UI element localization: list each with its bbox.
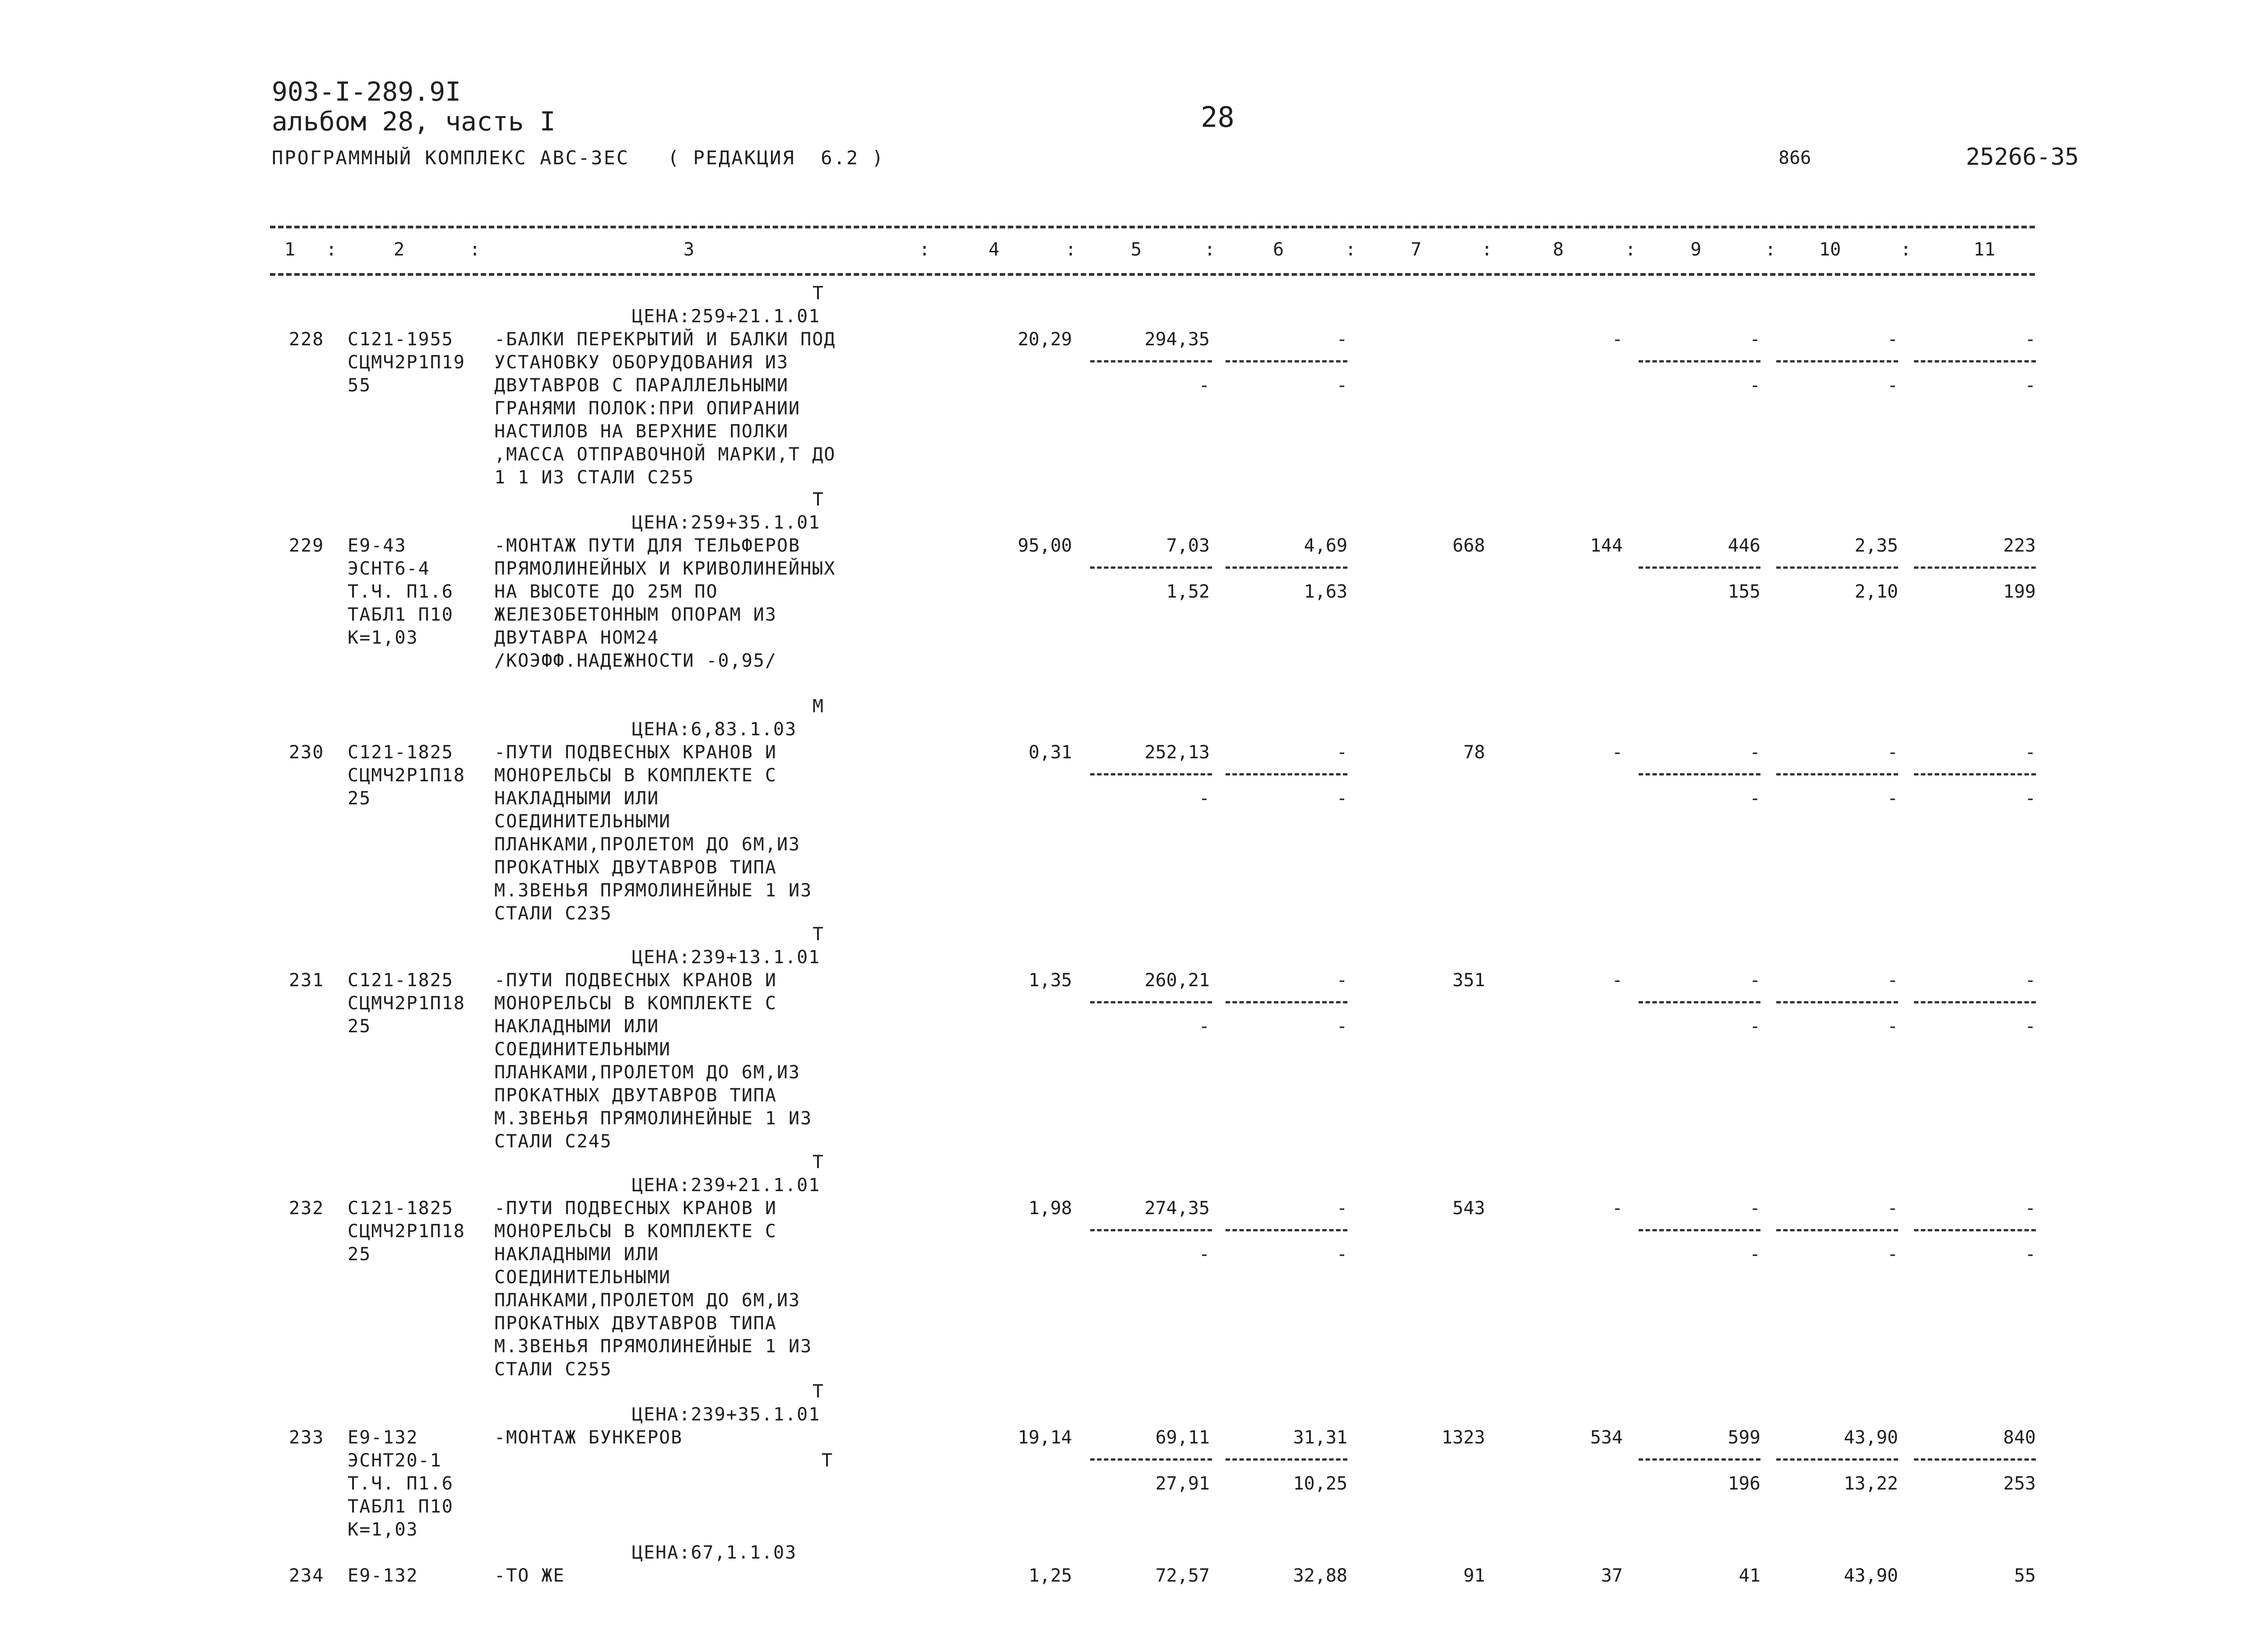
row-number: 232 (289, 1198, 325, 1219)
cell-c11: - (2025, 970, 2036, 991)
cell-c9: 599 (1728, 1427, 1760, 1448)
cell-c5: 294,35 (1144, 329, 1210, 350)
cell-c9: 446 (1728, 535, 1760, 556)
description-line: МОНОРЕЛЬСЫ В КОМПЛЕКТЕ С (494, 993, 777, 1014)
description-line: СТАЛИ С235 (494, 903, 612, 924)
cell-c11: 55 (2014, 1565, 2036, 1586)
code-line: С121-1955 (348, 329, 454, 350)
cell-c10b: - (1887, 1244, 1898, 1265)
cell-c10b: - (1887, 375, 1898, 396)
description-line: М.ЗВЕНЬЯ ПРЯМОЛИНЕЙНЫЕ 1 ИЗ (494, 1336, 813, 1357)
code-line: СЦМЧ2Р1П18 (348, 1221, 465, 1242)
cell-c7: 668 (1452, 535, 1485, 556)
cell-c4: 19,14 (1017, 1427, 1072, 1448)
code-line: К=1,03 (348, 1519, 418, 1540)
unit-label: Т (813, 283, 825, 304)
description-line: НАКЛАДНЫМИ ИЛИ (494, 1244, 659, 1265)
cell-c11b: - (2025, 375, 2036, 396)
column-header: 2 (394, 239, 405, 260)
cell-c8: - (1611, 742, 1623, 763)
cell-divider (1226, 1229, 1347, 1231)
cell-c10: - (1887, 970, 1898, 991)
column-header: 5 (1131, 239, 1142, 260)
description-line: ,МАССА ОТПРАВОЧНОЙ МАРКИ,Т ДО (494, 444, 836, 465)
cell-divider (1090, 360, 1212, 362)
cell-c11: - (2025, 329, 2036, 350)
cell-c4: 0,31 (1028, 742, 1072, 763)
cell-divider (1090, 773, 1212, 775)
cell-c9b: - (1749, 1244, 1760, 1265)
cell-c4: 95,00 (1017, 535, 1072, 556)
code-line: СЦМЧ2Р1П19 (348, 352, 465, 373)
cell-divider (1776, 1229, 1898, 1231)
cell-c4: 1,35 (1028, 970, 1072, 991)
code-866: 866 (1779, 148, 1811, 168)
cell-c11b: 253 (2003, 1473, 2036, 1494)
table-top-rule (270, 226, 2035, 228)
cell-c11b: - (2025, 788, 2036, 809)
description-line: -ТО ЖЕ (494, 1565, 565, 1586)
price-label: ЦЕНА:239+13.1.01 (632, 947, 821, 968)
column-header: 10 (1819, 239, 1841, 260)
unit-label: М (813, 696, 825, 717)
column-separator: : (1625, 239, 1636, 260)
cell-c6: 31,31 (1293, 1427, 1347, 1448)
cell-divider (1090, 566, 1212, 569)
column-separator: : (469, 239, 481, 260)
column-separator: : (326, 239, 337, 260)
code-line: ЭСНТ20-1 (348, 1450, 442, 1471)
cell-c5: 274,35 (1144, 1198, 1210, 1219)
description-line: -ПУТИ ПОДВЕСНЫХ КРАНОВ И (494, 970, 777, 991)
column-header: 4 (989, 239, 1000, 260)
cell-c10b: - (1887, 1016, 1898, 1037)
cell-c6b: 1,63 (1304, 581, 1347, 602)
cell-c11: - (2025, 1198, 2036, 1219)
cell-divider (1226, 1458, 1347, 1461)
cell-divider (1914, 773, 2036, 775)
cell-divider (1776, 566, 1898, 569)
cell-c11b: 199 (2003, 581, 2036, 602)
description-line: СОЕДИНИТЕЛЬНЫМИ (494, 1267, 671, 1288)
cell-c10: 43,90 (1844, 1427, 1898, 1448)
cell-c9: - (1749, 742, 1760, 763)
cell-c11: 223 (2003, 535, 2036, 556)
cell-divider (1639, 1458, 1760, 1461)
price-label: ЦЕНА:239+35.1.01 (632, 1404, 821, 1425)
cell-c7: 351 (1452, 970, 1485, 991)
row-number: 230 (289, 742, 325, 763)
unit-label: Т (813, 924, 825, 945)
column-separator: : (1065, 239, 1077, 260)
description-line: НАКЛАДНЫМИ ИЛИ (494, 788, 659, 809)
cell-divider (1776, 1458, 1898, 1461)
price-label: ЦЕНА:6,83.1.03 (632, 719, 797, 740)
column-separator: : (1345, 239, 1356, 260)
cell-divider (1639, 1229, 1760, 1231)
cell-c6: - (1336, 970, 1347, 991)
cell-c5b: - (1198, 1016, 1210, 1037)
cell-c6: - (1336, 742, 1347, 763)
price-label: ЦЕНА:259+35.1.01 (632, 512, 821, 533)
cell-c6: - (1336, 329, 1347, 350)
cell-c5b: - (1198, 788, 1210, 809)
description-line: -МОНТАЖ БУНКЕРОВ (494, 1427, 683, 1448)
description-line: ПЛАНКАМИ,ПРОЛЕТОМ ДО 6М,ИЗ (494, 1062, 801, 1083)
cell-c10: - (1887, 1198, 1898, 1219)
cell-c9: - (1749, 970, 1760, 991)
cell-c8: - (1611, 1198, 1623, 1219)
code-line: Т.Ч. П1.6 (348, 1473, 454, 1494)
description-line: ПРЯМОЛИНЕЙНЫХ И КРИВОЛИНЕЙНЫХ (494, 558, 836, 579)
column-header: 11 (1974, 239, 1996, 260)
description-line: УСТАНОВКУ ОБОРУДОВАНИЯ ИЗ (494, 352, 789, 373)
cell-c7: 91 (1463, 1565, 1485, 1586)
column-header: 6 (1273, 239, 1284, 260)
cell-c10: - (1887, 742, 1898, 763)
description-line: НАКЛАДНЫМИ ИЛИ (494, 1016, 659, 1037)
code-line: ТАБЛ1 П10 (348, 604, 454, 625)
code-line: СЦМЧ2Р1П18 (348, 765, 465, 786)
description-line: /КОЭФФ.НАДЕЖНОСТИ -0,95/ (494, 650, 777, 671)
cell-c7: 1323 (1441, 1427, 1485, 1448)
description-line: СТАЛИ С245 (494, 1131, 612, 1152)
column-header: 9 (1690, 239, 1702, 260)
cell-c6: 32,88 (1293, 1565, 1347, 1586)
description-line: ПЛАНКАМИ,ПРОЛЕТОМ ДО 6М,ИЗ (494, 1290, 801, 1311)
cell-divider (1776, 1001, 1898, 1003)
cell-c8: 534 (1590, 1427, 1623, 1448)
unit-label: Т (822, 1450, 834, 1471)
price-label: ЦЕНА:67,1.1.03 (632, 1542, 797, 1563)
cell-c9: - (1749, 1198, 1760, 1219)
cell-divider (1639, 773, 1760, 775)
cell-c6b: - (1336, 1016, 1347, 1037)
description-line: ПРОКАТНЫХ ДВУТАВРОВ ТИПА (494, 1313, 777, 1334)
description-line: ГРАНЯМИ ПОЛОК:ПРИ ОПИРАНИИ (494, 398, 801, 419)
code-line: 55 (348, 375, 372, 396)
description-line: 1 1 ИЗ СТАЛИ С255 (494, 467, 695, 488)
cell-c11: 840 (2003, 1427, 2036, 1448)
code-line: С121-1825 (348, 1198, 454, 1219)
cell-c5: 72,57 (1155, 1565, 1210, 1586)
column-separator: : (1481, 239, 1493, 260)
code-line: Е9-132 (348, 1565, 418, 1586)
column-header: 7 (1411, 239, 1422, 260)
cell-c7: 78 (1463, 742, 1485, 763)
row-number: 234 (289, 1565, 325, 1586)
cell-c9b: 196 (1728, 1473, 1760, 1494)
cell-divider (1639, 360, 1760, 362)
description-line: СОЕДИНИТЕЛЬНЫМИ (494, 1039, 671, 1060)
cell-c5b: - (1198, 1244, 1210, 1265)
cell-c5b: 1,52 (1166, 581, 1210, 602)
album-label: альбом 28, часть I (272, 106, 556, 137)
cell-c4: 1,25 (1028, 1565, 1072, 1586)
cell-c9b: - (1749, 788, 1760, 809)
description-line: ДВУТАВРА НОМ24 (494, 627, 659, 648)
column-separator: : (919, 239, 930, 260)
code-line: С121-1825 (348, 970, 454, 991)
doc-code: 25266-35 (1966, 144, 2079, 171)
code-line: СЦМЧ2Р1П18 (348, 993, 465, 1014)
description-line: ДВУТАВРОВ С ПАРАЛЛЕЛЬНЫМИ (494, 375, 789, 396)
cell-c6: - (1336, 1198, 1347, 1219)
cell-c6b: - (1336, 1244, 1347, 1265)
code-line: ТАБЛ1 П10 (348, 1496, 454, 1517)
cell-c11: - (2025, 742, 2036, 763)
cell-divider (1914, 1229, 2036, 1231)
code-line: Е9-43 (348, 535, 407, 556)
cell-c6b: - (1336, 788, 1347, 809)
description-line: -ПУТИ ПОДВЕСНЫХ КРАНОВ И (494, 742, 777, 763)
description-line: -ПУТИ ПОДВЕСНЫХ КРАНОВ И (494, 1198, 777, 1219)
code-line: Е9-132 (348, 1427, 418, 1448)
column-header: 3 (683, 239, 695, 260)
description-line: -МОНТАЖ ПУТИ ДЛЯ ТЕЛЬФЕРОВ (494, 535, 801, 556)
cell-c10: 43,90 (1844, 1565, 1898, 1586)
unit-label: Т (813, 1381, 825, 1402)
cell-divider (1914, 1001, 2036, 1003)
cell-c6: 4,69 (1304, 535, 1347, 556)
cell-c9b: - (1749, 375, 1760, 396)
code-line: К=1,03 (348, 627, 418, 648)
column-header: 8 (1553, 239, 1564, 260)
cell-c9: - (1749, 329, 1760, 350)
code-line: 25 (348, 788, 372, 809)
description-line: СОЕДИНИТЕЛЬНЫМИ (494, 811, 671, 832)
description-line: НАСТИЛОВ НА ВЕРХНИЕ ПОЛКИ (494, 421, 789, 442)
cell-divider (1090, 1458, 1212, 1461)
column-separator: : (1204, 239, 1216, 260)
cell-c4: 1,98 (1028, 1198, 1072, 1219)
cell-c11b: - (2025, 1016, 2036, 1037)
row-number: 228 (289, 329, 325, 350)
column-separator: : (1765, 239, 1776, 260)
description-line: М.ЗВЕНЬЯ ПРЯМОЛИНЕЙНЫЕ 1 ИЗ (494, 1108, 813, 1129)
cell-c6b: - (1336, 375, 1347, 396)
cell-divider (1226, 1001, 1347, 1003)
cell-divider (1914, 1458, 2036, 1461)
cell-divider (1226, 773, 1347, 775)
page-number: 28 (1201, 101, 1235, 134)
cell-c8: - (1611, 329, 1623, 350)
cell-c8: 144 (1590, 535, 1623, 556)
column-header: 1 (284, 239, 296, 260)
code-line: 25 (348, 1016, 372, 1037)
cell-divider (1639, 1001, 1760, 1003)
cell-divider (1914, 360, 2036, 362)
cell-divider (1090, 1001, 1212, 1003)
cell-c5: 69,11 (1155, 1427, 1210, 1448)
description-line: МОНОРЕЛЬСЫ В КОМПЛЕКТЕ С (494, 1221, 777, 1242)
row-number: 231 (289, 970, 325, 991)
cell-c9: 41 (1738, 1565, 1760, 1586)
cell-divider (1914, 566, 2036, 569)
unit-label: Т (813, 489, 825, 510)
cell-c10b: - (1887, 788, 1898, 809)
cell-c5: 260,21 (1144, 970, 1210, 991)
cell-c9b: 155 (1728, 581, 1760, 602)
price-label: ЦЕНА:239+21.1.01 (632, 1175, 821, 1196)
cell-c10: - (1887, 329, 1898, 350)
cell-c10b: 2,10 (1854, 581, 1898, 602)
cell-c8: - (1611, 970, 1623, 991)
table-header-rule (270, 273, 2035, 276)
program-title: ПРОГРАММНЫЙ КОМПЛЕКС АВС-3ЕС ( РЕДАКЦИЯ 6.2 ) (272, 147, 885, 169)
description-line: ПРОКАТНЫХ ДВУТАВРОВ ТИПА (494, 1085, 777, 1106)
cell-c5: 252,13 (1144, 742, 1210, 763)
document-code: 903-I-289.9I (272, 76, 461, 107)
description-line: СТАЛИ С255 (494, 1359, 612, 1380)
cell-divider (1639, 566, 1760, 569)
description-line: -БАЛКИ ПЕРЕКРЫТИЙ И БАЛКИ ПОД (494, 329, 836, 350)
code-line: 25 (348, 1244, 372, 1265)
cell-divider (1776, 773, 1898, 775)
description-line: ПРОКАТНЫХ ДВУТАВРОВ ТИПА (494, 857, 777, 878)
price-label: ЦЕНА:259+21.1.01 (632, 306, 821, 327)
cell-c6b: 10,25 (1293, 1473, 1347, 1494)
cell-divider (1776, 360, 1898, 362)
column-separator: : (1900, 239, 1912, 260)
description-line: М.ЗВЕНЬЯ ПРЯМОЛИНЕЙНЫЕ 1 ИЗ (494, 880, 813, 901)
row-number: 233 (289, 1427, 325, 1448)
description-line: НА ВЫСОТЕ ДО 25М ПО (494, 581, 718, 602)
cell-c5b: 27,91 (1155, 1473, 1210, 1494)
cell-divider (1090, 1229, 1212, 1231)
cell-divider (1226, 360, 1347, 362)
cell-c5b: - (1198, 375, 1210, 396)
row-number: 229 (289, 535, 325, 556)
cell-c7: 543 (1452, 1198, 1485, 1219)
description-line: ПЛАНКАМИ,ПРОЛЕТОМ ДО 6М,ИЗ (494, 834, 801, 855)
code-line: С121-1825 (348, 742, 454, 763)
cell-c10b: 13,22 (1844, 1473, 1898, 1494)
unit-label: Т (813, 1152, 825, 1173)
cell-c9b: - (1749, 1016, 1760, 1037)
description-line: МОНОРЕЛЬСЫ В КОМПЛЕКТЕ С (494, 765, 777, 786)
cell-c11b: - (2025, 1244, 2036, 1265)
code-line: ЭСНТ6-4 (348, 558, 430, 579)
cell-c4: 20,29 (1017, 329, 1072, 350)
cell-c8: 37 (1601, 1565, 1623, 1586)
description-line: ЖЕЛЕЗОБЕТОННЫМ ОПОРАМ ИЗ (494, 604, 777, 625)
code-line: Т.Ч. П1.6 (348, 581, 454, 602)
cell-divider (1226, 566, 1347, 569)
cell-c5: 7,03 (1166, 535, 1210, 556)
cell-c10: 2,35 (1854, 535, 1898, 556)
